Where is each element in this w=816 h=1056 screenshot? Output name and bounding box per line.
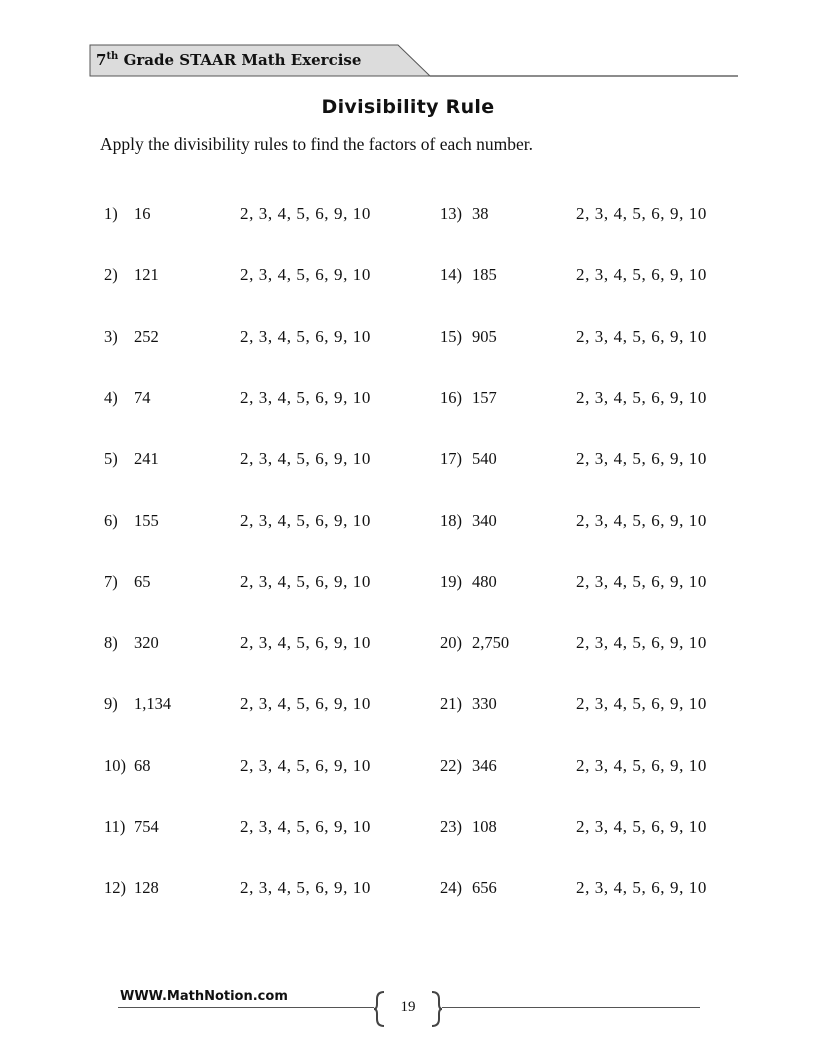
problem-number: 12)	[104, 878, 126, 898]
problem-number: 7)	[104, 571, 118, 591]
header-title: 7th Grade STAAR Math Exercise	[96, 51, 362, 69]
factor-choices: 2, 3, 4, 5, 6, 9, 10	[240, 571, 371, 591]
problem-item	[104, 756, 384, 780]
factor-choices: 2, 3, 4, 5, 6, 9, 10	[576, 755, 707, 775]
factor-choices: 2, 3, 4, 5, 6, 9, 10	[240, 694, 371, 714]
problem-number: 15)	[440, 326, 462, 346]
problem-number: 19)	[440, 571, 462, 591]
problem-number: 8)	[104, 633, 118, 653]
problem-number: 22)	[440, 755, 462, 775]
problem-item	[104, 694, 384, 718]
factor-choices: 2, 3, 4, 5, 6, 9, 10	[576, 633, 707, 653]
problem-number: 5)	[104, 449, 118, 469]
problem-item	[440, 756, 720, 780]
problem-value: 16	[134, 204, 151, 223]
problem-item	[104, 449, 384, 473]
footer-rule-left	[118, 1007, 374, 1008]
factor-choices: 2, 3, 4, 5, 6, 9, 10	[240, 878, 371, 898]
problem-number: 11)	[104, 817, 126, 836]
footer-rule-right	[442, 1007, 700, 1008]
problem-value: 185	[472, 265, 497, 285]
problem-item	[440, 878, 720, 902]
problem-value: 320	[134, 633, 159, 653]
problem-value: 346	[472, 755, 497, 775]
factor-choices: 2, 3, 4, 5, 6, 9, 10	[240, 265, 371, 285]
problem-value: 74	[134, 387, 151, 407]
problem-value: 121	[134, 265, 159, 285]
problem-item	[440, 694, 720, 718]
factor-choices: 2, 3, 4, 5, 6, 9, 10	[576, 265, 707, 285]
problem-value: 540	[472, 449, 497, 469]
problem-item	[104, 572, 384, 596]
problem-item	[104, 511, 384, 535]
factor-choices: 2, 3, 4, 5, 6, 9, 10	[240, 510, 371, 530]
problem-item	[440, 511, 720, 535]
problem-item	[440, 388, 720, 412]
problem-number: 18)	[440, 510, 462, 530]
problem-value: 155	[134, 510, 159, 530]
factor-choices: 2, 3, 4, 5, 6, 9, 10	[240, 387, 371, 407]
problem-number: 2)	[104, 265, 118, 285]
problem-item	[104, 388, 384, 412]
problem-value: 330	[472, 694, 497, 714]
problem-number: 1)	[104, 204, 118, 223]
problem-number: 13)	[440, 204, 462, 223]
problem-value: 38	[472, 204, 489, 223]
problem-item	[104, 633, 384, 657]
factor-choices: 2, 3, 4, 5, 6, 9, 10	[576, 204, 707, 223]
page-number: 19	[400, 999, 416, 1015]
factor-choices: 2, 3, 4, 5, 6, 9, 10	[576, 817, 707, 836]
problem-item	[440, 265, 720, 289]
problem-item	[104, 878, 384, 902]
problem-number: 9)	[104, 694, 118, 714]
problem-value: 65	[134, 571, 151, 591]
factor-choices: 2, 3, 4, 5, 6, 9, 10	[576, 571, 707, 591]
problem-item	[440, 572, 720, 596]
factor-choices: 2, 3, 4, 5, 6, 9, 10	[240, 755, 371, 775]
factor-choices: 2, 3, 4, 5, 6, 9, 10	[240, 817, 371, 836]
problem-value: 2,750	[472, 633, 510, 653]
factor-choices: 2, 3, 4, 5, 6, 9, 10	[240, 633, 371, 653]
problem-item	[104, 327, 384, 351]
page-title: Divisibility Rule	[321, 96, 495, 118]
problem-value: 241	[134, 449, 159, 469]
factor-choices: 2, 3, 4, 5, 6, 9, 10	[576, 510, 707, 530]
problem-item	[440, 449, 720, 473]
problem-item	[440, 204, 720, 228]
problem-value: 108	[472, 817, 497, 836]
problem-value: 128	[134, 878, 159, 898]
problem-item	[440, 817, 720, 841]
factor-choices: 2, 3, 4, 5, 6, 9, 10	[240, 449, 371, 469]
factor-choices: 2, 3, 4, 5, 6, 9, 10	[576, 449, 707, 469]
factor-choices: 2, 3, 4, 5, 6, 9, 10	[576, 694, 707, 714]
factor-choices: 2, 3, 4, 5, 6, 9, 10	[576, 326, 707, 346]
problem-value: 68	[134, 755, 151, 775]
problem-item	[104, 817, 384, 841]
factor-choices: 2, 3, 4, 5, 6, 9, 10	[576, 878, 707, 898]
problem-number: 24)	[440, 878, 462, 898]
problem-value: 252	[134, 326, 159, 346]
problem-value: 754	[134, 817, 159, 836]
problem-item	[104, 265, 384, 289]
problem-number: 23)	[440, 817, 462, 836]
factor-choices: 2, 3, 4, 5, 6, 9, 10	[240, 204, 371, 223]
problem-item	[440, 327, 720, 351]
problem-number: 17)	[440, 449, 462, 469]
factor-choices: 2, 3, 4, 5, 6, 9, 10	[576, 387, 707, 407]
instructions: Apply the divisibility rules to find the factors of each number.	[100, 134, 534, 154]
problem-number: 3)	[104, 326, 118, 346]
problem-number: 21)	[440, 694, 462, 714]
problem-number: 14)	[440, 265, 462, 285]
problem-item	[440, 633, 720, 657]
problem-value: 905	[472, 326, 497, 346]
problem-value: 480	[472, 571, 497, 591]
problem-number: 10)	[104, 755, 126, 775]
footer-website: WWW.MathNotion.com	[120, 989, 288, 1004]
problem-value: 340	[472, 510, 497, 530]
problem-number: 4)	[104, 387, 118, 407]
problem-number: 6)	[104, 510, 118, 530]
problem-value: 157	[472, 387, 497, 407]
problem-number: 20)	[440, 633, 462, 653]
factor-choices: 2, 3, 4, 5, 6, 9, 10	[240, 326, 371, 346]
problem-number: 16)	[440, 387, 462, 407]
problem-value: 656	[472, 878, 497, 898]
problem-item	[104, 204, 384, 228]
problem-value: 1,134	[134, 694, 172, 714]
